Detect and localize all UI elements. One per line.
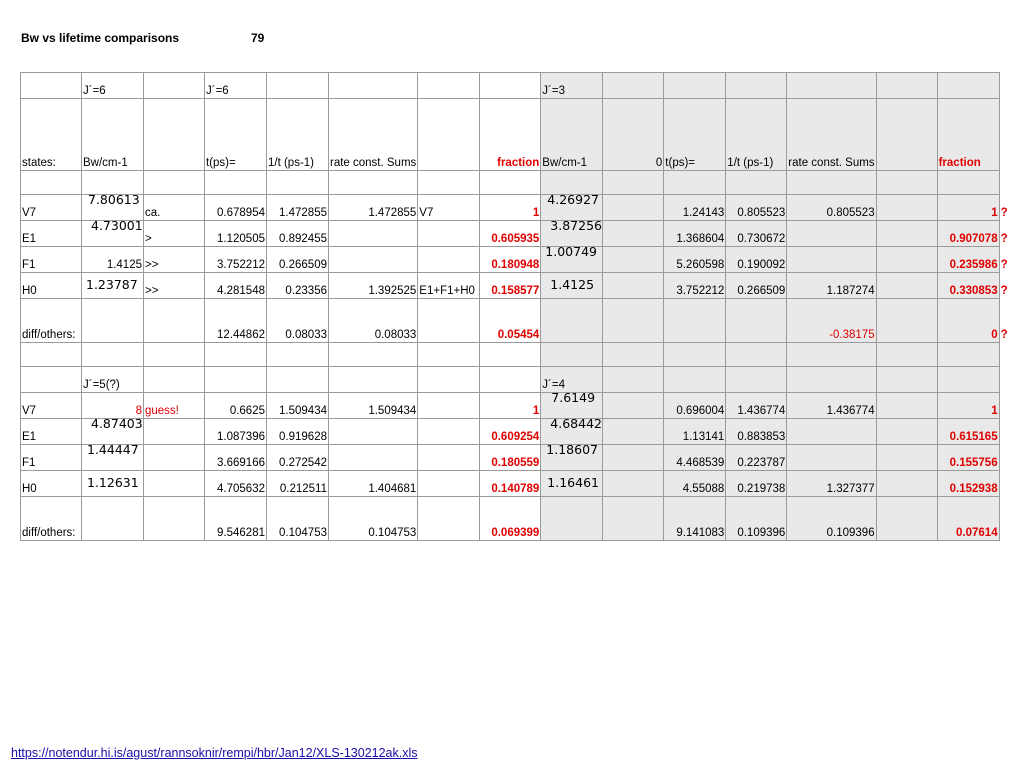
inv2-cell: 1.436774 (726, 393, 787, 419)
source-link[interactable]: https://notendur.hi.is/agust/rannsoknir/rempi/hbr/Jan12/XLS-130212ak.xls (11, 746, 418, 760)
t-cell: 12.44862 (205, 299, 267, 343)
fraction-cell: 0.609254 (480, 419, 541, 445)
inv-cell: 0.23356 (267, 273, 329, 299)
bw-value: 1.12631 (87, 475, 139, 490)
t-cell: 1.120505 (205, 221, 267, 247)
fraction2-cell: 0.330853 ? (937, 273, 999, 299)
inv2-cell: 0.883853 (726, 419, 787, 445)
table-row (21, 247, 1000, 273)
t2-cell: 0.696004 (664, 393, 726, 419)
table-row (21, 393, 1000, 419)
bw-value: 4.73001 (91, 218, 143, 233)
header-fraction-2: fraction (937, 99, 999, 171)
sum-cell (329, 445, 418, 471)
t2-cell: 3.752212 (664, 273, 726, 299)
header-states: states: (21, 99, 82, 171)
state-cell: V7 (21, 393, 82, 419)
t2-cell: 1.13141 (664, 419, 726, 445)
fraction2-cell: 0.152938 (937, 471, 999, 497)
inv2-cell: 0.109396 (726, 497, 787, 541)
fraction-cell: 0.605935 (480, 221, 541, 247)
page-number: 79 (251, 31, 265, 45)
t2-cell: 5.260598 (664, 247, 726, 273)
bw2-value: 4.26927 (547, 192, 599, 207)
j-label-b: J´=6 (205, 73, 267, 99)
state-cell: E1 (21, 221, 82, 247)
fraction2-cell: 0 ? (937, 299, 999, 343)
table-row-diff (21, 497, 1000, 541)
inv-cell: 0.08033 (267, 299, 329, 343)
table-row (21, 445, 1000, 471)
bw-cell (82, 442, 144, 471)
sum2-cell: 0.805523 (787, 195, 876, 221)
note-cell: >> (144, 273, 205, 299)
t-cell: 3.669166 (205, 445, 267, 471)
state-cell: F1 (21, 247, 82, 273)
sum2-cell (787, 221, 876, 247)
bw-cell: 1.4125 (82, 247, 144, 273)
bw2-value: 4.68442 (550, 416, 602, 431)
bw-cell (82, 273, 144, 299)
inv2-cell: 0.190092 (726, 247, 787, 273)
bw2-value: 1.16461 (547, 475, 599, 490)
state-cell: F1 (21, 445, 82, 471)
question-mark: ? (1000, 285, 1008, 297)
bw-cell (82, 471, 144, 497)
table-row-empty (21, 171, 1000, 195)
header-bw-2: Bw/cm-1 (541, 99, 603, 171)
t2-cell: 4.468539 (664, 445, 726, 471)
sum-cell: 1.472855 (329, 195, 418, 221)
inv-cell: 1.472855 (267, 195, 329, 221)
fraction-cell: 0.140789 (480, 471, 541, 497)
bw-value: 1.44447 (87, 442, 139, 457)
table-row (21, 419, 1000, 445)
bw-cell (82, 416, 144, 445)
note-cell: > (144, 221, 205, 247)
state-cell: diff/others: (21, 299, 82, 343)
page-title: Bw vs lifetime comparisons (21, 31, 180, 45)
inv2-cell: 0.805523 (726, 195, 787, 221)
state-cell: diff/others: (21, 497, 82, 541)
table-row-empty (21, 343, 1000, 367)
inv-cell: 0.919628 (267, 419, 329, 445)
state-cell: V7 (21, 195, 82, 221)
inv2-cell: 0.730672 (726, 221, 787, 247)
fraction-cell: 0.180559 (480, 445, 541, 471)
inv-cell: 1.509434 (267, 393, 329, 419)
bw2-cell (541, 416, 603, 445)
header-inv-2: 1/t (ps-1) (726, 99, 787, 171)
bw-value: 1.23787 (86, 277, 138, 292)
bw2-value: 1.18607 (546, 442, 598, 457)
header-t-2: t(ps)= (664, 99, 726, 171)
table-row (21, 471, 1000, 497)
j-label-c-bottom: J´=4 (541, 367, 603, 393)
sum2-cell: 1.327377 (787, 471, 876, 497)
extra-cell: V7 (418, 195, 480, 221)
inv-cell: 0.892455 (267, 221, 329, 247)
t-cell: 4.281548 (205, 273, 267, 299)
t-cell: 0.6625 (205, 393, 267, 419)
bw2-cell (541, 390, 603, 419)
fraction-cell: 0.05454 (480, 299, 541, 343)
t2-cell: 1.24143 (664, 195, 726, 221)
inv-cell: 0.104753 (267, 497, 329, 541)
inv-cell: 0.272542 (267, 445, 329, 471)
t2-cell: 4.55088 (664, 471, 726, 497)
comparison-table (20, 72, 1008, 541)
t2-cell: 9.141083 (664, 497, 726, 541)
sum-cell: 1.392525 (329, 273, 418, 299)
sum2-cell: 0.109396 (787, 497, 876, 541)
extra-cell (418, 247, 480, 273)
fraction2-cell: 1 (937, 393, 999, 419)
sum2-cell: 1.436774 (787, 393, 876, 419)
sum-cell: 1.404681 (329, 471, 418, 497)
header-zero: 0 (603, 99, 664, 171)
inv-cell: 0.212511 (267, 471, 329, 497)
sum2-cell (787, 247, 876, 273)
sum2-cell: -0.38175 (787, 299, 876, 343)
bw-value: 7.80613 (88, 192, 140, 207)
table-header-row (21, 99, 1000, 171)
header-t: t(ps)= (205, 99, 267, 171)
t2-cell: 1.368604 (664, 221, 726, 247)
sum2-cell: 1.187274 (787, 273, 876, 299)
question-mark: ? (1000, 259, 1008, 271)
state-cell: H0 (21, 471, 82, 497)
note-cell: >> (144, 247, 205, 273)
bw2-value: 1.4125 (550, 277, 595, 292)
note-cell: ca. (144, 195, 205, 221)
extra-cell: E1+F1+H0 (418, 273, 480, 299)
note-cell: guess! (144, 393, 205, 419)
fraction-cell: 0.069399 (480, 497, 541, 541)
t-cell: 0.678954 (205, 195, 267, 221)
table-row (21, 273, 1000, 299)
fraction2-cell: 0.615165 (937, 419, 999, 445)
fraction2-cell: 0.155756 (937, 445, 999, 471)
t-cell: 4.705632 (205, 471, 267, 497)
table-row (21, 221, 1000, 247)
question-mark: ? (1000, 207, 1008, 219)
inv2-cell: 0.266509 (726, 273, 787, 299)
question-mark: ? (1000, 233, 1008, 245)
fraction-cell: 1 (480, 195, 541, 221)
header-inv: 1/t (ps-1) (267, 99, 329, 171)
sum-cell: 1.509434 (329, 393, 418, 419)
bw-cell (82, 192, 144, 221)
bw-cell (82, 218, 144, 247)
fraction2-cell: 0.907078 ? (937, 221, 999, 247)
sum-cell: 0.08033 (329, 299, 418, 343)
fraction-cell: 0.180948 (480, 247, 541, 273)
bw2-cell (541, 442, 603, 471)
fraction-cell: 0.158577 (480, 273, 541, 299)
fraction2-cell: 0.07614 (937, 497, 999, 541)
j-label-a-bottom: J´=5(?) (82, 367, 144, 393)
sum-cell (329, 247, 418, 273)
bw2-cell (541, 192, 603, 221)
bw2-cell (541, 218, 603, 247)
bw2-cell (541, 471, 603, 497)
sum-cell (329, 221, 418, 247)
bw2-value: 7.6149 (551, 390, 596, 405)
fraction2-cell: 1 ? (937, 195, 999, 221)
table-row-j-labels (21, 73, 1000, 99)
bw-value: 4.87403 (91, 416, 143, 431)
j-label-a: J´=6 (82, 73, 144, 99)
fraction2-cell: 0.235986 ? (937, 247, 999, 273)
bw2-cell (541, 244, 603, 273)
bw2-value: 1.00749 (545, 244, 597, 259)
sum-cell: 0.104753 (329, 497, 418, 541)
bw-cell: 8 (82, 393, 144, 419)
header-bw: Bw/cm-1 (82, 99, 144, 171)
bw2-value: 3.87256 (550, 218, 602, 233)
fraction-cell: 1 (480, 393, 541, 419)
inv2-cell: 0.223787 (726, 445, 787, 471)
t-cell: 1.087396 (205, 419, 267, 445)
inv2-cell: 0.219738 (726, 471, 787, 497)
sum2-cell (787, 445, 876, 471)
state-cell: E1 (21, 419, 82, 445)
header-rate: rate const. Sums (329, 99, 418, 171)
header-rate-2: rate const. Sums (787, 99, 876, 171)
inv-cell: 0.266509 (267, 247, 329, 273)
j-label-c: J´=3 (541, 73, 603, 99)
sum2-cell (787, 419, 876, 445)
t-cell: 9.546281 (205, 497, 267, 541)
table-row (21, 195, 1000, 221)
t-cell: 3.752212 (205, 247, 267, 273)
question-mark: ? (1000, 329, 1008, 341)
extra-cell (418, 221, 480, 247)
header-fraction: fraction (480, 99, 541, 171)
state-cell: H0 (21, 273, 82, 299)
sum-cell (329, 419, 418, 445)
bw2-cell (541, 273, 603, 299)
table-row-j-labels-bottom (21, 367, 1000, 393)
table-row-diff (21, 299, 1000, 343)
